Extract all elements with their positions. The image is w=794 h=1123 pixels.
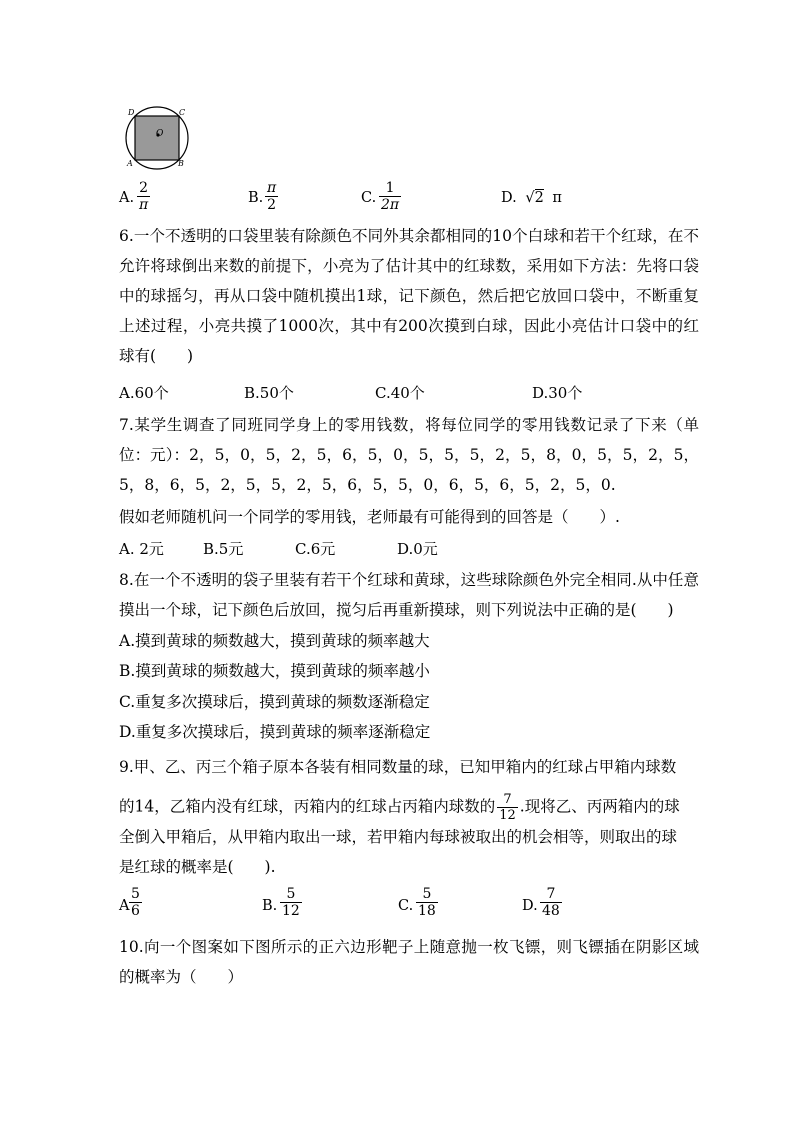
q9-option-a-prefix: A — [119, 898, 130, 914]
q5-d-prefix: D. — [501, 190, 517, 206]
q6-option-b: B.50个 — [244, 384, 294, 402]
q9-option-d-fraction — [540, 886, 562, 919]
q9-a-numerator: 5 — [131, 886, 140, 902]
q6-stem: 6.一个不透明的口袋里装有除颜色不同外其余都相同的10个白球和若干个红球，在不允许将球倒出来数的前提下，小亮为了估计其中的红球数，采用如下方法：先将口袋中的球摇匀，再从口袋中随机摸出1球，记下颜色，然后把它放回口袋中，不断重复上述过程，小亮共摸了1000次，其中有200次摸到白球，因此小亮估计口袋中的红球有( ) — [119, 227, 699, 365]
circle-square-figure — [118, 104, 194, 174]
figure-label-d: D — [128, 108, 135, 117]
q5-c-numerator: 1 — [385, 180, 395, 196]
figure-label-c: C — [179, 108, 186, 117]
q9-line-1: 9.甲、乙、丙三个箱子原本各装有相同数量的球，已知甲箱内的红球占甲箱内球数 — [119, 758, 677, 776]
q9-line-2-post: .现将乙、丙两箱内的球 — [519, 797, 680, 816]
q9-option-c-prefix: C. — [398, 898, 414, 914]
q9-d-denominator: 48 — [542, 903, 560, 919]
q8-option-d: D.重复多次摸球后，摸到黄球的频率逐渐稳定 — [119, 723, 431, 741]
q8-stem: 8.在一个不透明的袋子里装有若干个红球和黄球，这些球除颜色外完全相同.从中任意摸出一个球，记下颜色后放回，搅匀后再重新摸球，则下列说法中正确的是( ) — [119, 571, 699, 619]
q7-option-b: B.5元 — [203, 540, 244, 558]
q6-option-a: A.60个 — [119, 384, 169, 402]
q5-b-denominator: 2 — [265, 196, 278, 213]
q7-option-c: C.6元 — [295, 540, 336, 558]
q9-b-denominator: 12 — [282, 903, 300, 919]
q5-a-denominator: π — [139, 197, 149, 213]
q8-option-b: B.摸到黄球的频数越大，摸到黄球的频率越小 — [119, 662, 430, 680]
q7-option-d: D.0元 — [397, 540, 438, 558]
q8-option-a: A.摸到黄球的频数越大，摸到黄球的频率越大 — [119, 632, 430, 650]
q9-d-numerator: 7 — [546, 886, 556, 902]
q5-a-numerator: 2 — [139, 180, 149, 196]
q8-option-c: C.重复多次摸球后，摸到黄球的频数逐渐稳定 — [119, 693, 430, 711]
q7-question: 假如老师随机问一个同学的零用钱，老师最有可能得到的回答是（ ）. — [119, 508, 620, 526]
q9-option-d-prefix: D. — [522, 898, 538, 914]
q9-c-denominator: 18 — [418, 903, 436, 919]
q7-option-a: A. 2元 — [119, 540, 164, 558]
q5-option-c-prefix: C. — [361, 190, 377, 206]
q5-option-a-prefix: A. — [119, 190, 135, 206]
sqrt-icon: √2 — [525, 190, 544, 206]
q5-d-radicand: 2 — [534, 190, 544, 206]
q5-b-numerator: π — [267, 180, 277, 196]
q9-inline-numerator: 7 — [503, 792, 512, 807]
q9-option-c-fraction — [416, 886, 438, 919]
q9-inline-denominator: 12 — [499, 808, 516, 823]
q5-c-denominator: 2π — [381, 197, 400, 213]
q6-option-d: D.30个 — [532, 384, 583, 402]
q9-option-a-fraction — [129, 886, 142, 919]
q9-option-b-prefix: B. — [262, 898, 278, 914]
q5-option-c-fraction — [379, 180, 401, 213]
q5-d-suffix: π — [552, 190, 562, 206]
q10-stem: 10.向一个图案如下图所示的正六边形靶子上随意抛一枚飞镖，则飞镖插在阴影区域的概率为（ ） — [119, 938, 699, 986]
q9-b-numerator: 5 — [286, 886, 296, 902]
q9-inline-fraction — [497, 792, 518, 823]
q9-line-2 — [119, 792, 680, 823]
q9-line-4: 是红球的概率是( ). — [119, 858, 276, 876]
q9-line-2-pre: 的14，乙箱内没有红球，丙箱内的红球占丙箱内球数的 — [119, 797, 496, 816]
figure-label-a: A — [127, 159, 133, 168]
q5-option-d — [501, 190, 562, 206]
q9-c-numerator: 5 — [422, 886, 432, 902]
q6-option-c: C.40个 — [375, 384, 425, 402]
q5-option-b-fraction — [265, 180, 278, 213]
q5-option-b-prefix: B. — [248, 190, 264, 206]
q7-stem: 7.某学生调查了同班同学身上的零用钱数，将每位同学的零用钱数记录了下来（单位：元）：2，5，0，5，2，5，6，5，0，5，5，5，2，5，8，0，5，5，2，5，5，8，6，5，2，5，5，2，5，6，5，5，0，6，5，6，5，2，5，0. — [119, 416, 699, 494]
q9-a-denominator: 6 — [131, 903, 140, 919]
q9-option-b-fraction — [280, 886, 302, 919]
figure-label-b: B — [178, 159, 184, 168]
q9-line-3: 全倒入甲箱后，从甲箱内取出一球，若甲箱内每球被取出的机会相等，则取出的球 — [119, 828, 678, 846]
q5-option-a-fraction — [137, 180, 150, 213]
figure-label-o: O — [156, 129, 164, 139]
